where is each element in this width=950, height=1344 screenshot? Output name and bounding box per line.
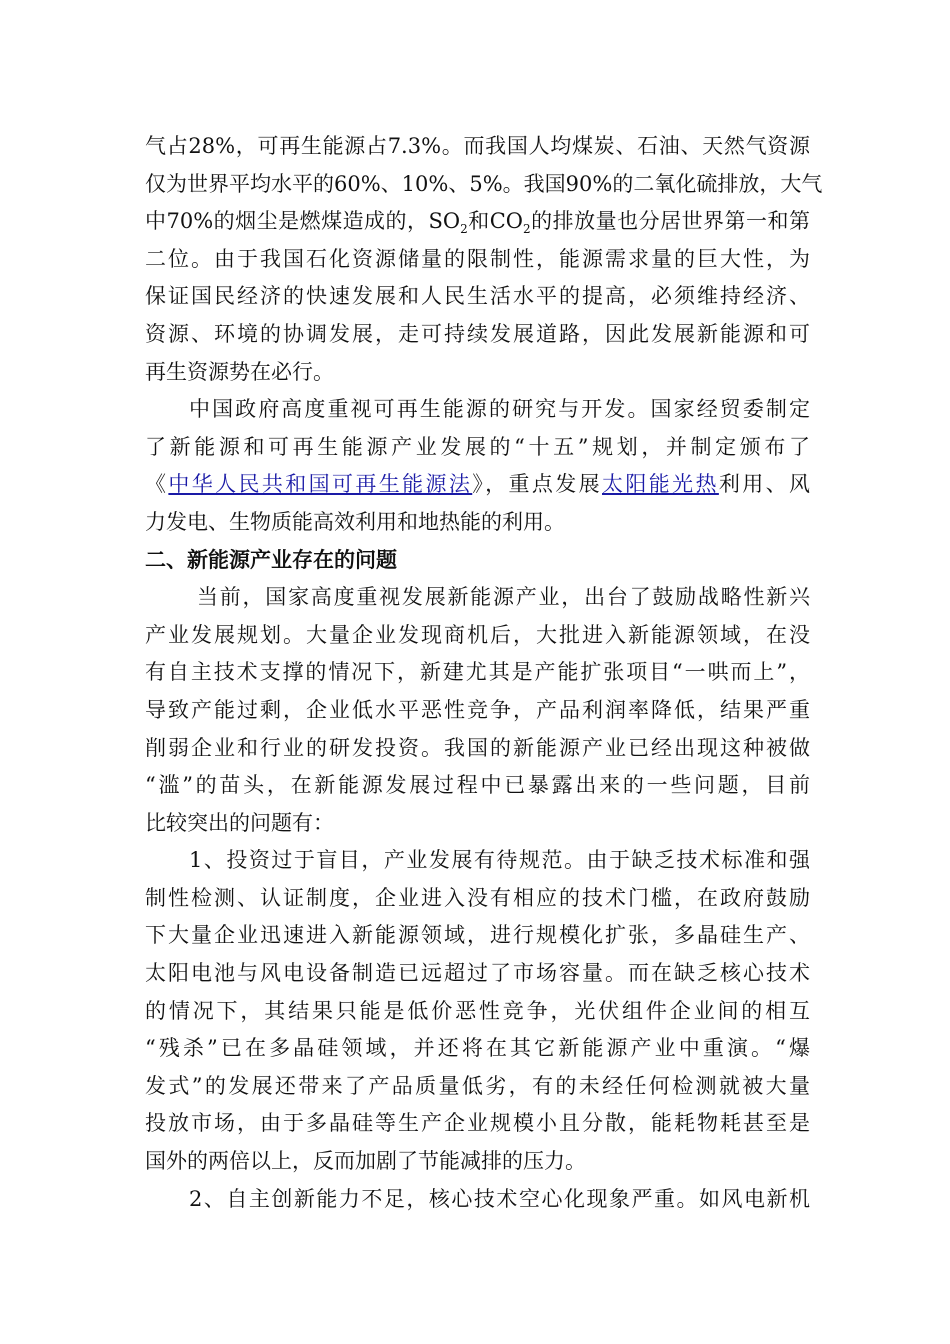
text-span: 的排放量也分居世界第一和第: [530, 209, 810, 234]
text-line: 导致产能过剩，企业低水平恶性竞争，产品利润率降低，结果严重: [145, 697, 810, 722]
text-line: “滥”的苗头，在新能源发展过程中已暴露出来的一些问题，目前: [145, 773, 810, 798]
text-line: 产业发展规划。大量企业发现商机后，大批进入新能源领域，在没: [145, 622, 810, 647]
text-line: 发式”的发展还带来了产品质量低劣，有的未经任何检测就被大量: [145, 1073, 810, 1098]
text-line: 太阳电池与风电设备制造已远超过了市场容量。而在缺乏核心技术: [145, 961, 810, 986]
section-heading: 二、新能源产业存在的问题: [145, 547, 397, 572]
paragraph-first-line: 1、投资过于盲目，产业发展有待规范。由于缺乏技术标准和强: [189, 848, 810, 873]
text-line: 国外的两倍以上，反而加剧了节能减排的压力。: [145, 1149, 586, 1174]
text-line: 仅为世界平均水平的60%、10%、5%。我国90%的二氧化硫排放，大气: [145, 171, 823, 196]
text-line: 力发电、生物质能高效利用和地热能的利用。: [145, 509, 565, 534]
text-line: 有自主技术支撑的情况下，新建尤其是产能扩张项目“一哄而上”，: [145, 660, 810, 685]
text-line: 二位。由于我国石化资源储量的限制性，能源需求量的巨大性，为: [145, 246, 810, 271]
text-line: 再生资源势在必行。: [145, 359, 334, 384]
text-line: “残杀”已在多晶硅领域，并还将在其它新能源产业中重演。“爆: [145, 1036, 810, 1061]
text-span: 和CO: [467, 209, 524, 234]
text-line: 气占28%，可再生能源占7.3%。而我国人均煤炭、石油、天然气资源: [145, 134, 810, 158]
renewable-energy-law-link[interactable]: 中华人民共和国可再生能源法: [168, 472, 473, 497]
solar-thermal-link[interactable]: 太阳能光热: [602, 472, 719, 497]
text-span: 《: [145, 472, 169, 497]
paragraph-first-line: 中国政府高度重视可再生能源的研究与开发。国家经贸委制定: [189, 397, 810, 422]
text-span: 》，重点发展: [472, 472, 602, 497]
text-line: 比较突出的问题有：: [145, 810, 334, 835]
subscript: 2: [460, 222, 468, 237]
text-line: 资源、环境的协调发展，走可持续发展道路，因此发展新能源和可: [145, 321, 810, 346]
text-line: [145, 203, 810, 241]
text-line: 保证国民经济的快速发展和人民生活水平的提高，必须维持经济、: [145, 284, 810, 309]
text-line: 制性检测、认证制度，企业进入没有相应的技术门槛，在政府鼓励: [145, 885, 810, 910]
subscript: 2: [523, 222, 531, 237]
paragraph-first-line: 当前，国家高度重视发展新能源产业，出台了鼓励战略性新兴: [197, 585, 810, 610]
text-line: 了新能源和可再生能源产业发展的“十五”规划，并制定颁布了: [145, 434, 810, 459]
text-line: [145, 466, 810, 504]
text-span: 中70%的烟尘是燃煤造成的，SO: [145, 209, 461, 234]
text-line: 下大量企业迅速进入新能源领域，进行规模化扩张，多晶硅生产、: [145, 923, 810, 948]
text-span: 利用、风: [718, 472, 810, 497]
text-line: 削弱企业和行业的研发投资。我国的新能源产业已经出现这种被做: [145, 735, 810, 760]
text-line: 投放市场，由于多晶硅等生产企业规模小且分散，能耗物耗甚至是: [145, 1111, 810, 1136]
paragraph-first-line: 2、自主创新能力不足，核心技术空心化现象严重。如风电新机: [189, 1186, 810, 1211]
document-page: [145, 128, 823, 1218]
text-line: 的情况下，其结果只能是低价恶性竞争，光伏组件企业间的相互: [145, 998, 810, 1023]
